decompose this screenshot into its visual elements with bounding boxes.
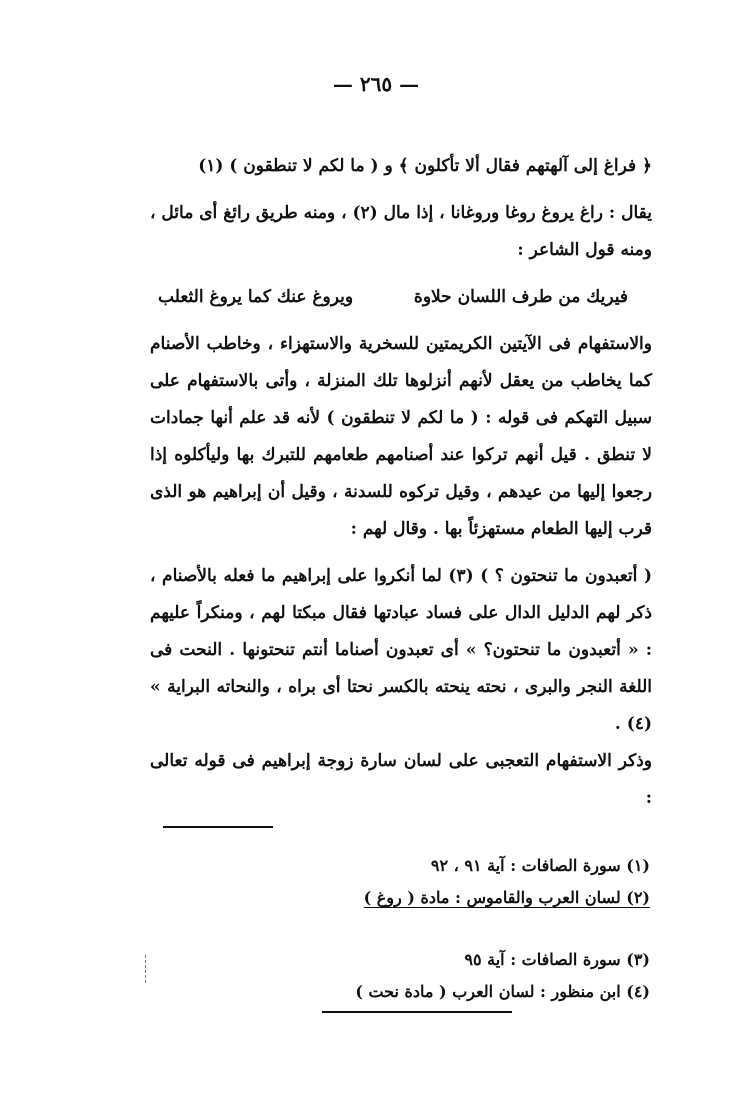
definition-paragraph: يقال : راغ يروغ روغا وروغانا ، إذا مال (٢) ، ومنه طريق رائغ أى مائل ، ومنه قول الشاعر : xyxy=(150,203,652,260)
footnote-underline xyxy=(322,1011,512,1013)
footnote-1: (١) سورة الصافات : آية ٩١ ، ٩٢ xyxy=(430,856,650,875)
poem-hemistich-second: ويروغ عنك كما يروغ الثعلب xyxy=(158,287,354,307)
footnote-2: (٢) لسان العرب والقاموس : مادة ( روغ ) xyxy=(363,888,650,907)
poem-verse xyxy=(150,279,652,316)
footnote-separator xyxy=(163,826,273,828)
commentary-paragraph: والاستفهام فى الآيتين الكريمتين للسخرية والاستهزاء ، وخاطب الأصنام كما يخاطب من يعقل لأنهم أنزلوها تلك المنزلة ، وأتى بالاستفهام على سبيل التهكم فى قوله : ( ما لكم لا تنطقون ) لأنه قد علم أنها جمادات لا تنطق . قيل أنهم تركوا عند أصنامهم طعامهم للتبرك بها وليأكلوه إذا رجعوا إليها من عيدهم ، وقيل تركوه للسدنة ، وقيل أن إبراهيم هو الذى قرب إليها الطعام مستهزئاً بها . وقال لهم : xyxy=(150,334,652,539)
closing-paragraph: وذكر الاستفهام التعجبى على لسان سارة زوجة إبراهيم فى قوله تعالى : xyxy=(150,751,652,808)
quran-verse-paragraph: ﴿ فراغ إلى آلهتهم فقال ألا تأكلون ﴾ و ( ما لكم لا تنطقون ) (١) xyxy=(198,156,652,176)
footnotes-group-2 xyxy=(160,944,650,1008)
footnotes-group-1 xyxy=(160,850,650,914)
footnote-3: (٣) سورة الصافات : آية ٩٥ xyxy=(464,950,650,969)
margin-mark xyxy=(145,955,147,983)
poem-hemistich-first: فيريك من طرف اللسان حلاوة xyxy=(413,287,628,307)
footnote-4: (٤) ابن منظور : لسان العرب ( مادة نحت ) xyxy=(355,982,650,1001)
main-text xyxy=(150,148,652,817)
page-number: — ٢٦٥ — xyxy=(332,72,420,96)
tanhitun-paragraph: ( أتعبدون ما تنحتون ؟ ) (٣) لما أنكروا على إبراهيم ما فعله بالأصنام ، ذكر لهم الدليل الدال على فساد عبادتها فقال مبكتا لهم ، ومنكراً عليهم : « أتعبدون ما تنحتون؟ » أى تعبدون أصناما أنتم تنحتونها . النحت فى اللغة النجر والبرى ، نحته ينحته بالكسر نحتا أى براه ، والنحاته البراية » (٤) . xyxy=(150,566,652,734)
